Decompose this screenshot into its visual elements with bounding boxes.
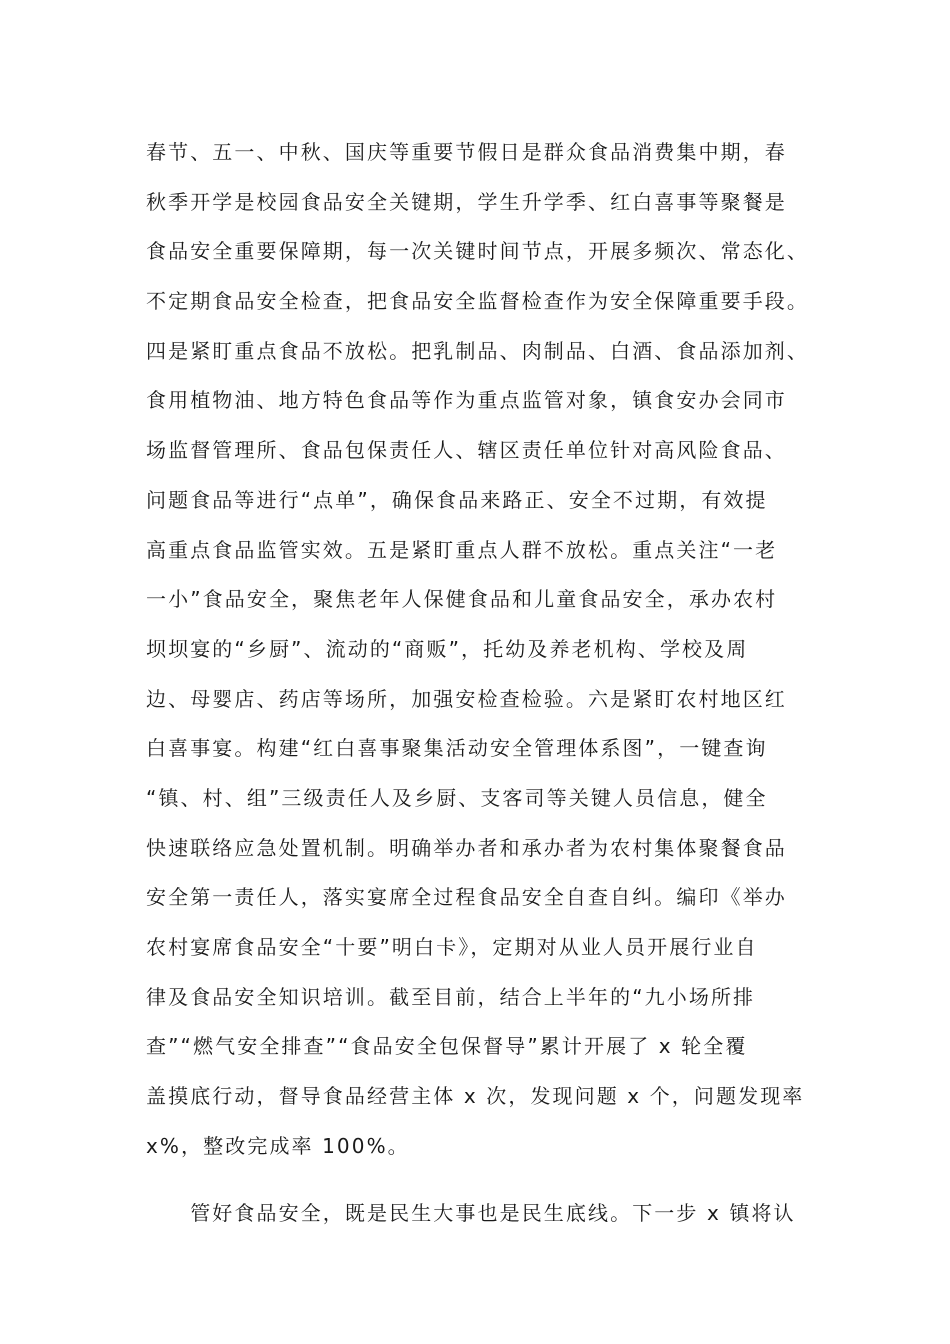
text-line: 食用植物油、地方特色食品等作为重点监管对象，镇食安办会同市 <box>146 388 787 413</box>
text-line: 不定期食品安全检查，把食品安全监督检查作为安全保障重要手段。 <box>146 289 809 314</box>
text-line: 秋季开学是校园食品安全关键期，学生升学季、红白喜事等聚餐是 <box>146 189 787 214</box>
paragraph-start-line: 管好食品安全，既是民生大事也是民生底线。下一步 x 镇将认 <box>146 1201 796 1226</box>
text-line: 食品安全重要保障期，每一次关键时间节点，开展多频次、常态化、 <box>146 239 809 264</box>
text-line: 坝坝宴的“乡厨”、流动的“商贩”，托幼及养老机构、学校及周 <box>146 636 749 661</box>
body-text <box>146 132 826 1243</box>
text-line: 查”“燃气安全排查”“食品安全包保督导”累计开展了 x 轮全覆 <box>146 1034 748 1059</box>
text-line: 四是紧盯重点食品不放松。把乳制品、肉制品、白酒、食品添加剂、 <box>146 338 809 363</box>
text-line: “镇、村、组”三级责任人及乡厨、支客司等关键人员信息，健全 <box>146 785 768 810</box>
text-line: 场监督管理所、食品包保责任人、辖区责任单位针对高风险食品、 <box>146 438 787 463</box>
text-line: 快速联络应急处置机制。明确举办者和承办者为农村集体聚餐食品 <box>146 835 787 860</box>
text-line: 安全第一责任人，落实宴席全过程食品安全自查自纠。编印《举办 <box>146 885 787 910</box>
text-line: 农村宴席食品安全“十要”明白卡》，定期对从业人员开展行业自 <box>146 935 758 959</box>
text-line: 边、母婴店、药店等场所，加强安检查检验。六是紧盯农村地区红 <box>146 686 787 711</box>
text-line: 一小”食品安全，聚焦老年人保健食品和儿童食品安全，承办农村 <box>146 587 778 612</box>
text-line: 白喜事宴。构建“红白喜事聚集活动安全管理体系图”，一键查询 <box>146 736 768 761</box>
text-line: 春节、五一、中秋、国庆等重要节假日是群众食品消费集中期，春 <box>146 140 787 164</box>
text-line: 盖摸底行动，督导食品经营主体 x 次，发现问题 x 个，问题发现率 <box>146 1084 805 1109</box>
text-line: 律及食品安全知识培训。截至目前，结合上半年的“九小场所排 <box>146 984 756 1009</box>
text-line: 问题食品等进行“点单”，确保食品来路正、安全不过期，有效提 <box>146 487 768 512</box>
text-line: x%，整改完成率 100%。 <box>146 1133 410 1158</box>
text-line: 高重点食品监管实效。五是紧盯重点人群不放松。重点关注“一老 <box>146 537 778 562</box>
